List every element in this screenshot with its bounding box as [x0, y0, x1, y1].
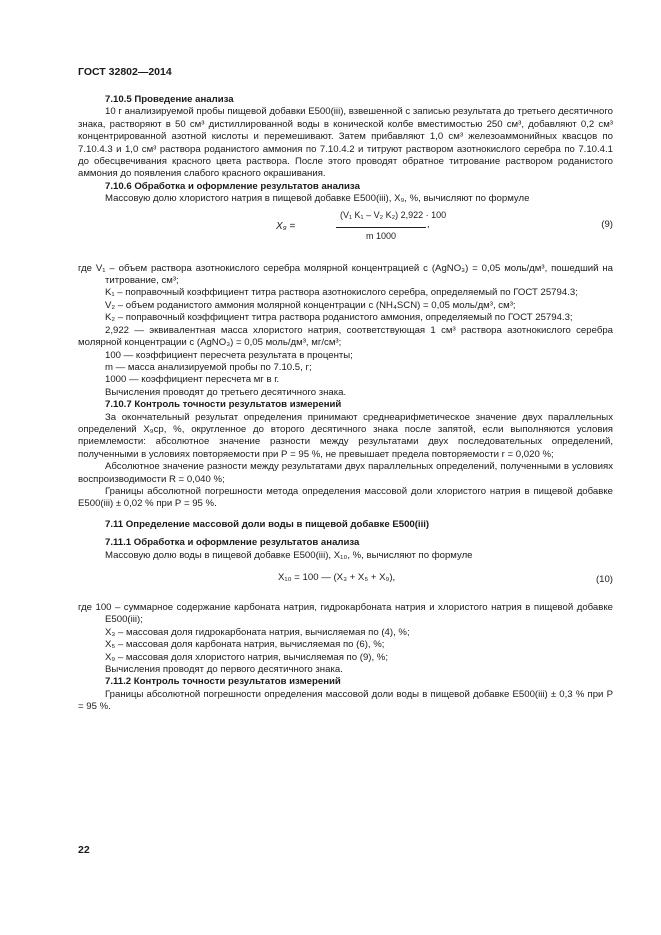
legend-x9: X₉ – массовая доля хлористого натрия, вычисляемая по (9), %;: [105, 651, 388, 663]
formula-9: [78, 209, 613, 255]
legend-k1: K₁ – поправочный коэффициент титра раствора азотнокислого серебра, определяемый по ГОСТ 25794.3;: [105, 287, 578, 299]
page-content: [78, 94, 613, 714]
legend-v1: где V₁ – объем раствора азотнокислого серебра молярной концентрацией с (AgNO₃) = 0,05 моль/дм³, пошедший на титрование, см³;: [78, 262, 613, 287]
formula-9-intro: Массовую долю хлористого натрия в пищевой добавке Е500(iii), X₉, %, вычисляют по формуле: [105, 193, 530, 205]
fraction-bar: [336, 227, 426, 228]
formula-9-denominator: m 1000: [365, 230, 397, 241]
legend-m: m — масса анализируемой пробы по 7.10.5, г;: [105, 361, 312, 373]
formula-9-number: (9): [601, 218, 613, 230]
legend-v2: V₂ – объем роданистого аммония молярной концентрации с (NH₄SCN) = 0,05 моль/дм³, см³;: [105, 299, 516, 311]
formula-10-number: (10): [595, 574, 613, 585]
formula-10-body: X₁₀ = 100 — (X₃ + X₅ + X₉),: [278, 572, 396, 583]
legend-k2: K₂ – поправочный коэффициент титра раствора роданистого аммония, определяемый по ГОСТ 25794.3;: [105, 312, 573, 324]
legend-x5: X₅ – массовая доля карбоната натрия, вычисляемая по (6), %;: [105, 639, 385, 651]
heading-7-11: 7.11 Определение массовой доли воды в пищевой добавке Е500(iii): [105, 518, 430, 530]
page-number: 22: [78, 844, 90, 856]
heading-7-11-1: 7.11.1 Обработка и оформление результатов анализа: [105, 537, 360, 549]
legend-100-sum: где 100 – суммарное содержание карбоната натрия, гидрокарбоната натрия и хлористого натрия в пищевой добавке Е500(iii);: [78, 602, 613, 626]
paragraph-error-limits: Границы абсолютной погрешности метода определения массовой доли хлористого натрия в пищевой добавке Е500(iii) ± 0,02 % при Р = 95 %.: [78, 485, 613, 510]
legend-2922: 2,922 — эквивалентная масса хлористого натрия, соответствующая 1 см³ раствора азотнокислого серебра молярной концентрации с (AgNO₃) = 0,05 моль/дм³, мг/см³;: [78, 324, 613, 349]
calc-note-10: Вычисления проводят до первого десятичного знака.: [105, 664, 343, 676]
formula-9-lhs: X₉ =: [276, 220, 296, 232]
paragraph-procedure: 10 г анализируемой пробы пищевой добавки Е500(iii), взвешенной с записью результата до третьего десятичного знака, растворяют в 50 см³ дистиллированной воды в конической колбе вместимостью 250 см³, добавляют 0,2 см³ концентрированной азотной кислоты и перемешивают. Затем прибавляют 1,0 см³ железоаммонийных квасцов по 7.10.4.3 и 1,0 см³ раствора роданистого аммония по 7.10.4.2 и титруют раствором азотнокислого серебра по 7.10.4.1 до обесцвечивания красного цвета раствора. После этого проводят обратное титрование раствором роданистого аммония до появления слабого красного окрашивания.: [78, 106, 614, 180]
document-header: ГОСТ 32802—2014: [78, 66, 172, 78]
heading-7-11-2: 7.11.2 Контроль точности результатов измерений: [105, 676, 341, 688]
heading-7-10-7: 7.10.7 Контроль точности результатов измерений: [105, 399, 342, 411]
legend-x3: X₃ – массовая доля гидрокарбоната натрия, вычисляемая по (4), %;: [105, 626, 410, 638]
heading-7-10-6: 7.10.6 Обработка и оформление результатов анализа: [105, 180, 360, 192]
paragraph-reproducibility: Абсолютное значение разности между результатами двух параллельных определений, полученными в условиях воспроизводимости R = 0,040 %;: [78, 461, 613, 485]
formula-10-intro: Массовую долю воды в пищевой добавке Е500(iii), X₁₀, %, вычисляют по формуле: [105, 549, 473, 561]
calc-note-9: Вычисления проводят до третьего десятичного знака.: [105, 386, 347, 398]
formula-10: [78, 570, 613, 590]
formula-9-numerator: (V₁ K₁ – V₂ K₂) 2,922 · 100: [340, 209, 447, 220]
legend-1000: 1000 — коэффициент пересчета мг в г.: [105, 374, 280, 386]
formula-9-comma: ,: [427, 218, 430, 230]
legend-100: 100 — коэффициент пересчета результата в проценты;: [105, 349, 353, 361]
paragraph-final-result: За окончательный результат определения принимают среднеарифметическое значение двух параллельных определений X₉ср, %, округленное до второго десятичного знака после запятой, если выполняются условия приемлемости: абсолютное значение разности между результатами двух последовательных определений, полученными в условиях повторяемости при Р = 95 %, не превышает предела повторяемости r = 0,020 %;: [78, 411, 613, 460]
paragraph-water-error: Границы абсолютной погрешности определения массовой доли воды в пищевой добавке Е500(iii) ± 0,3 % при Р = 95 %.: [78, 688, 613, 713]
heading-7-10-5: 7.10.5 Проведение анализа: [105, 94, 234, 105]
